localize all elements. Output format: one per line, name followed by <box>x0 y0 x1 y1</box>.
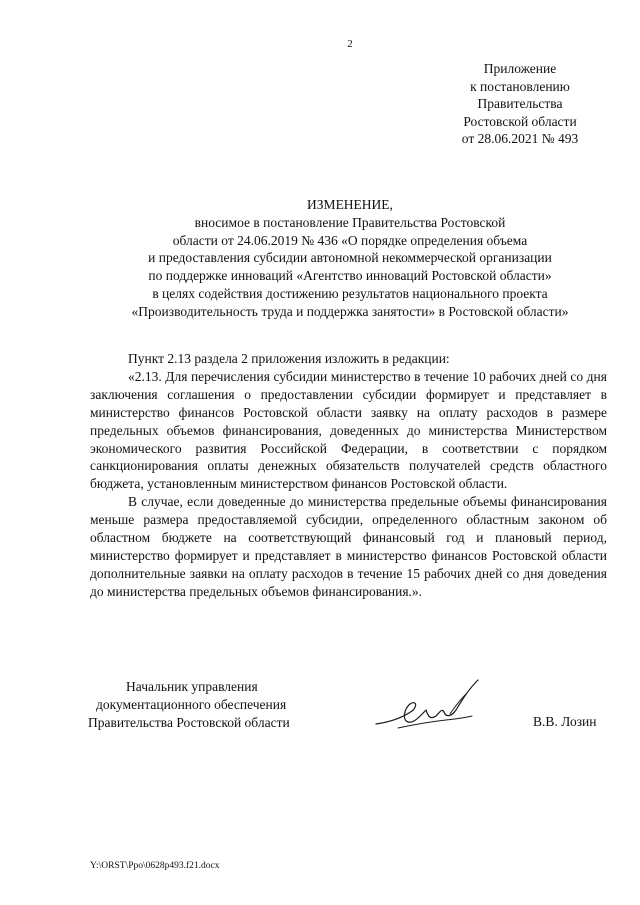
appendix-line: к постановлению <box>470 78 570 94</box>
appendix-line: от 28.06.2021 № 493 <box>461 131 579 146</box>
appendix-header <box>440 60 600 148</box>
title-line: области от 24.06.2019 № 436 «О порядке определения объема <box>172 232 528 248</box>
appendix-line: Ростовской области <box>463 113 577 129</box>
appendix-line: Приложение <box>483 61 557 76</box>
signatory-name: В.В. Лозин <box>533 714 597 729</box>
body-paragraph: «2.13. Для перечисления субсидии министерство в течение 10 рабочих дней со дня заключения соглашения о предоставлении субсидии формирует и представляет в министерство финансов Ростовской области заявку на оплату расходов в размере предельных объемов финансирования, доведенных до министерства Министерством экономического развития Российской Федерации, в соответствии с порядком санкционирования оплаты денежных обязательств получателей средств областного бюджета, установленным министерством финансов Ростовской области. <box>90 368 607 492</box>
title-line: в целях содействия достижению результатов национального проекта <box>152 285 548 301</box>
body-paragraph: В случае, если доведенные до министерства предельные объемы финансирования меньше размера предоставляемой субсидии, определенного областным законом об областном бюджете на соответствующий финансовый год и плановый период, министерство формирует и представляет в министерство финансов Ростовской области дополнительные заявки на оплату расходов в течение 15 рабочих дней со дня доведения до министерства предельных объемов финансирования.». <box>90 494 607 599</box>
appendix-line: Правительства <box>477 96 563 111</box>
title-heading: ИЗМЕНЕНИЕ, <box>307 197 393 212</box>
position-line: Начальник управления <box>126 679 258 694</box>
page-number: 2 <box>347 38 353 50</box>
title-line: вносимое в постановление Правительства Ростовской <box>194 214 506 230</box>
title-line: по поддержке инноваций «Агентство инноваций Ростовской области» <box>148 268 552 284</box>
document-title <box>90 196 610 321</box>
intro-paragraph: Пункт 2.13 раздела 2 приложения изложить в редакции: <box>128 351 450 366</box>
title-line: «Производительность труда и поддержка занятости» в Ростовской области» <box>131 303 569 319</box>
document-body <box>90 350 607 601</box>
position-line: Правительства Ростовской области <box>88 714 290 730</box>
signatory-position <box>88 678 328 731</box>
position-line: документационного обеспечения <box>96 696 287 712</box>
title-line: и предоставления субсидии автономной некоммерческой организации <box>148 250 552 266</box>
handwritten-signature-icon <box>368 678 488 740</box>
file-path: Y:\ORST\Ppo\0628p493.f21.docx <box>90 861 220 871</box>
